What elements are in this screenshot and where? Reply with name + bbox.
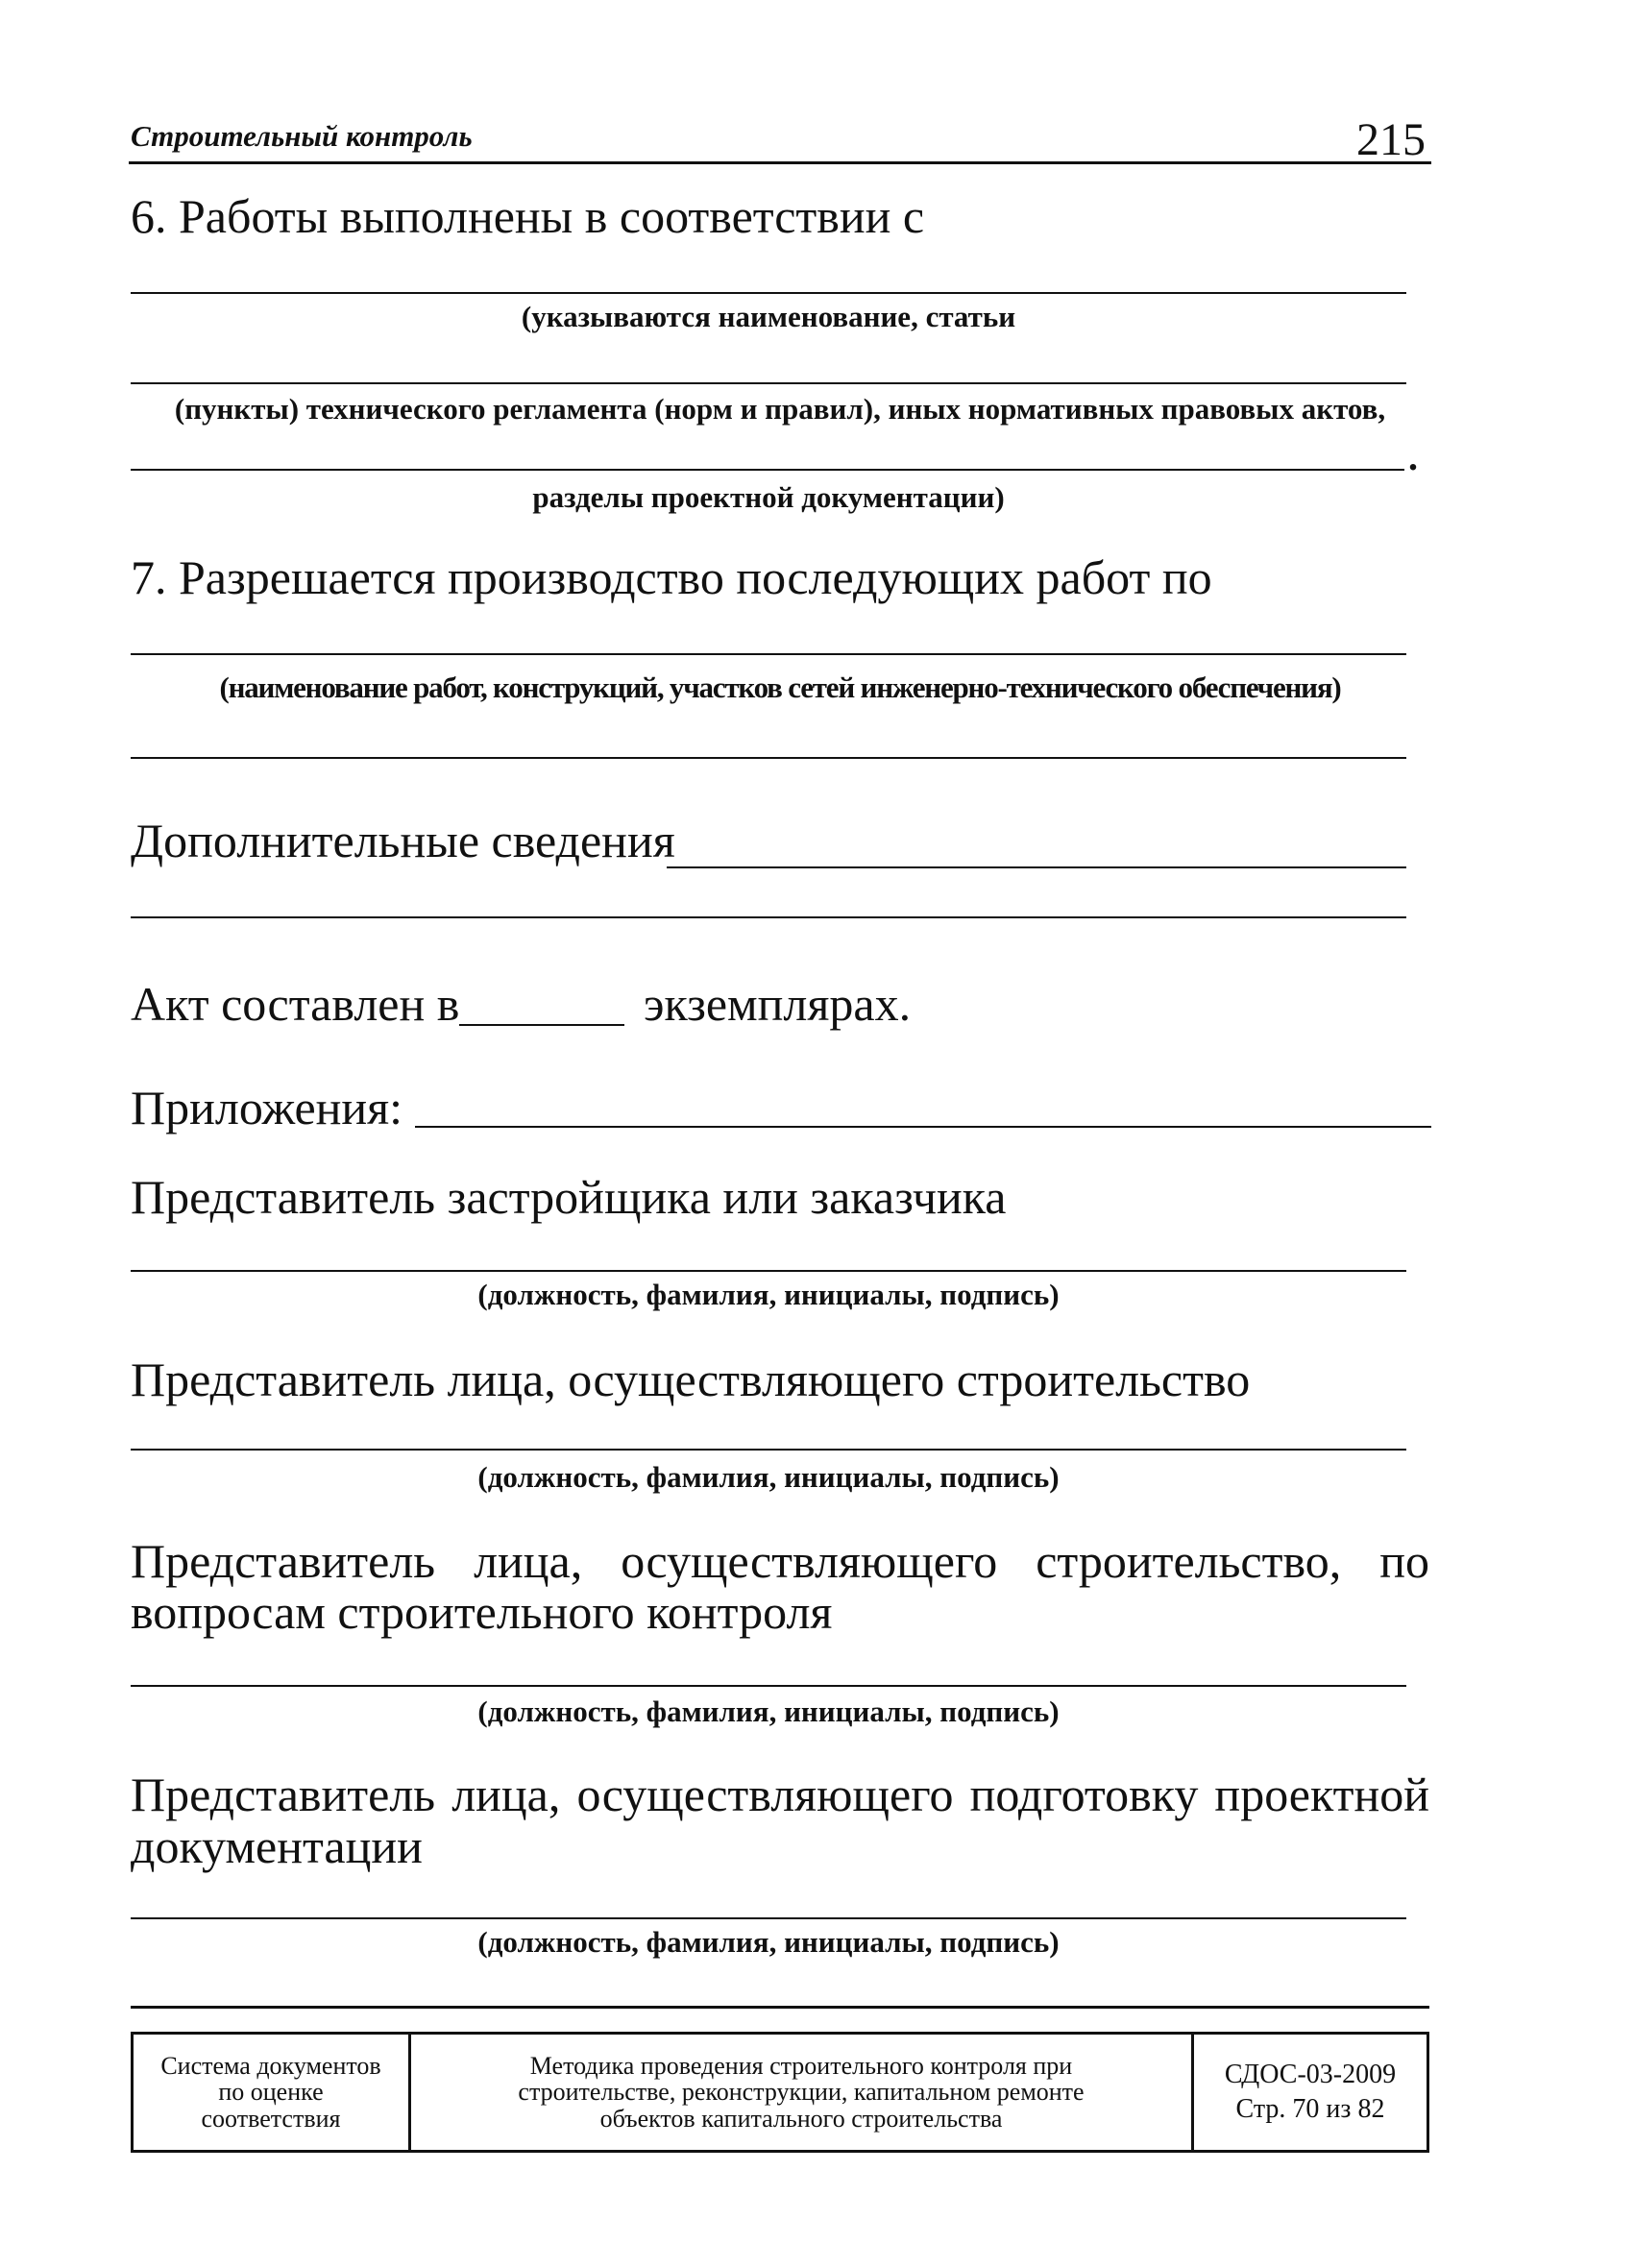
running-header-title: Строительный контроль [131,119,473,153]
caption-6b: (пункты) технического регламента (норм и правил), иных нормативных правовых актов, [174,392,1386,426]
signature-builder-label: Представитель лица, осуществляющего строительство [131,1353,1251,1406]
additional-info-label: Дополнительные сведения [131,814,675,867]
signature-builder-caption: (должность, фамилия, инициалы, подпись) [477,1460,1060,1494]
signature-customer-line [131,1270,1406,1272]
section-7-heading: 7. Разрешается производство последующих работ по [131,550,1212,604]
attachments-line [415,1126,1431,1128]
copies-count-line [459,1024,624,1026]
copies-label: Акт составлен в [131,977,460,1031]
attachments-label: Приложения: [131,1081,403,1134]
fill-line-6a [131,292,1406,294]
caption-6c: разделы проектной документации) [532,480,1005,514]
signature-construction-control-label-line1: Представитель лица, осуществляющего строительство, по [131,1534,1429,1588]
caption-7: (наименование работ, конструкций, участков сетей инженерно-технического обеспечения) [219,671,1341,704]
additional-info-line-1 [667,866,1406,868]
fill-line-6b [131,382,1406,384]
signature-customer-caption: (должность, фамилия, инициалы, подпись) [477,1278,1060,1311]
signature-designer-label-line1: Представитель лица, осуществляющего подготовку проектной [131,1768,1429,1821]
signature-construction-control-label-line2: вопросам строительного контроля [131,1585,833,1639]
footer-system-line: по оценке [218,2078,324,2107]
footer-method-line: Методика проведения строительного контроля при [529,2052,1073,2081]
footer-top-rule [131,2006,1429,2009]
signature-construction-control-line [131,1685,1406,1687]
fill-line-7a [131,653,1406,655]
footer-system-line: соответствия [201,2104,341,2133]
page-number: 215 [1356,114,1426,165]
footer-doc-code-cell [1193,2034,1428,2152]
footer-page-count: Стр. 70 из 82 [1235,2094,1385,2124]
header-rule [129,161,1431,164]
footer-method-line: объектов капитального строительства [599,2104,1003,2133]
footer-method-cell [410,2034,1193,2152]
signature-designer-caption: (должность, фамилия, инициалы, подпись) [477,1925,1060,1959]
footer-system-cell [133,2034,410,2152]
additional-info-line-2 [131,916,1406,918]
section-6-heading: 6. Работы выполнены в соответствии с [131,189,925,243]
fill-line-7b [131,757,1406,759]
signature-designer-line [131,1917,1406,1919]
footer-system-line: Система документов [160,2052,381,2081]
footer-method-line: строительстве, реконструкции, капитальном ремонте [518,2078,1085,2107]
copies-suffix: экземплярах. [644,977,912,1031]
footer-table [131,2032,1429,2153]
fill-line-period: . [1408,435,1418,478]
signature-builder-line [131,1449,1406,1451]
signature-customer-label: Представитель застройщика или заказчика [131,1170,1007,1224]
signature-construction-control-caption: (должность, фамилия, инициалы, подпись) [477,1695,1060,1728]
footer-doc-code: СДОС-03-2009 [1224,2059,1397,2089]
fill-line-6c [131,469,1404,471]
caption-6a: (указываются наименование, статьи [521,300,1016,333]
signature-designer-label-line2: документации [131,1819,423,1873]
